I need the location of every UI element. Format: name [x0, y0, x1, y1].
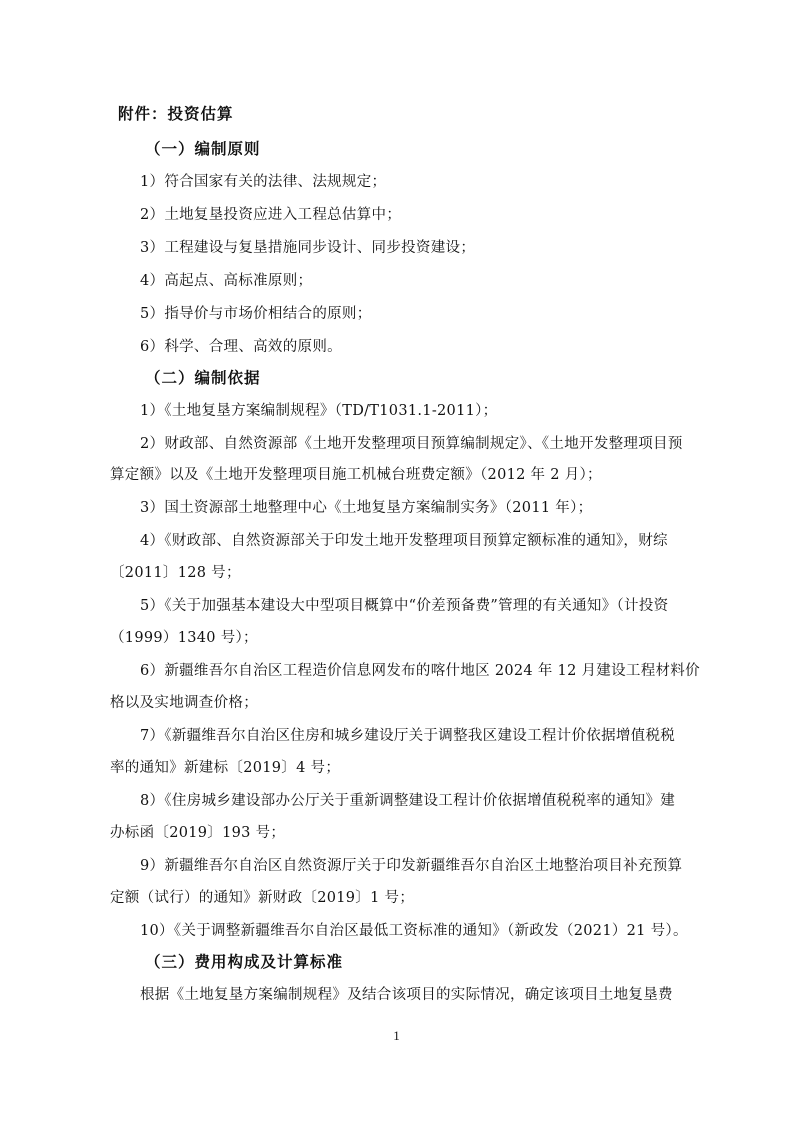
principle-item: 1）符合国家有关的法律、法规规定；: [140, 174, 387, 190]
section-heading-principles: （一）编制原则: [145, 140, 261, 158]
basis-line: 办标函〔2019〕193 号；: [110, 825, 286, 841]
page-number: 1: [393, 1028, 400, 1043]
cost-line: 根据《土地复垦方案编制规程》及结合该项目的实际情况，确定该项目土地复垦费: [140, 987, 673, 1003]
section-heading-cost: （三）费用构成及计算标准: [145, 953, 344, 971]
basis-line: 9）新疆维吾尔自治区自然资源厅关于印发新疆维吾尔自治区土地整治项目补充预算: [140, 858, 683, 874]
basis-line: 〔2011〕128 号；: [110, 565, 241, 581]
basis-line: 8）《住房城乡建设部办公厅关于重新调整建设工程计价依据增值税税率的通知》建: [140, 793, 676, 809]
principle-item: 2）土地复垦投资应进入工程总估算中；: [140, 207, 402, 223]
basis-line: 3）国土资源部土地整理中心《土地复垦方案编制实务》（2011 年）；: [140, 500, 593, 516]
document-title: 附件：投资估算: [118, 105, 234, 123]
basis-line: 2）财政部、自然资源部《土地开发整理项目预算编制规定》、《土地开发整理项目预: [140, 436, 683, 452]
basis-line: 率的通知》新建标〔2019〕4 号；: [110, 760, 341, 776]
principle-item: 5）指导价与市场价相结合的原则；: [140, 306, 372, 322]
basis-line: 5）《关于加强基本建设大中型项目概算中“价差预备费”管理的有关通知》（计投资: [140, 598, 669, 614]
section-heading-basis: （二）编制依据: [145, 369, 261, 387]
principle-item: 3）工程建设与复垦措施同步设计、同步投资建设；: [140, 240, 476, 256]
basis-line: 1）《土地复垦方案编制规程》（TD/T1031.1-2011）；: [140, 403, 498, 419]
principle-item: 6）科学、合理、高效的原则。: [140, 339, 342, 355]
basis-line: 4）《财政部、自然资源部关于印发土地开发整理项目预算定额标准的通知》，财综: [140, 533, 668, 549]
principle-item: 4）高起点、高标准原则；: [140, 273, 313, 289]
basis-line: 6）新疆维吾尔自治区工程造价信息网发布的喀什地区 2024 年 12 月建设工程材料价: [140, 663, 700, 679]
basis-line: 10）《关于调整新疆维吾尔自治区最低工资标准的通知》（新政发（2021）21 号）。: [140, 923, 688, 939]
basis-line: （1999）1340 号）；: [110, 630, 258, 646]
basis-line: 7）《新疆维吾尔自治区住房和城乡建设厅关于调整我区建设工程计价依据增值税税: [140, 728, 676, 744]
basis-line: 定额（试行）的通知》新财政〔2019〕1 号；: [110, 890, 415, 906]
basis-line: 格以及实地调查价格；: [110, 695, 258, 711]
basis-line: 算定额》以及《土地开发整理项目施工机械台班费定额》（2012 年 2 月）；: [110, 467, 602, 483]
